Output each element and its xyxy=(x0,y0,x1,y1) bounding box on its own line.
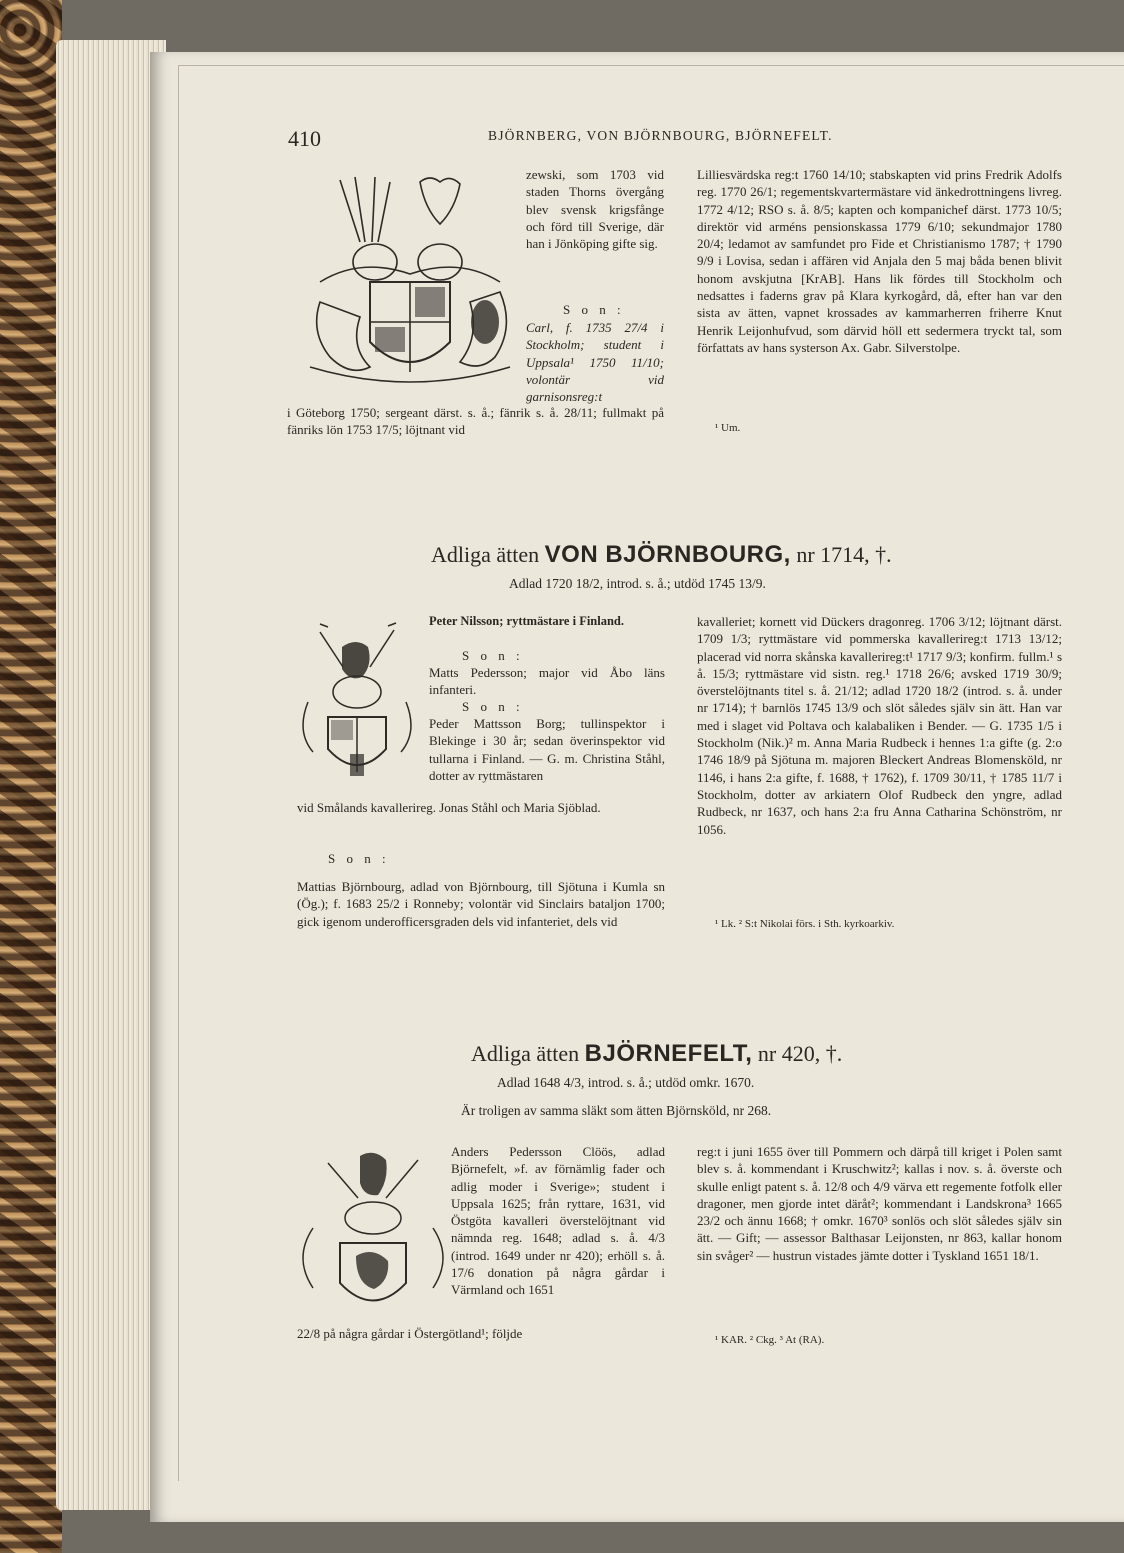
title-suffix: nr 1714, †. xyxy=(790,542,892,567)
running-title: BJÖRNBERG, VON BJÖRNBOURG, BJÖRNEFELT. xyxy=(488,128,833,143)
title-prefix: Adliga ätten xyxy=(471,1041,585,1066)
s3-anders-cont: 22/8 på några gårdar i Östergötland¹; följde xyxy=(297,1326,523,1341)
book-cover-pattern xyxy=(0,0,62,1553)
s2-col2-text: kavalleriet; kornett vid Dückers dragonreg. 1706 3/12; löjtnant därst. 1709 1/3; ryttmästare vid pommerska kavallerireg:t 1713 13/12; placerad vid norra skånska kavallerireg:t¹ 1717 9/3; konfirm. fullm.¹ s å. 15/3; ryttmästare vid sistn. reg.¹ 1718 26/6; avsked 1719 30/9; överstelöjtnants titel s. å. 21/12; adlad 1720 18/2 (introd. s. å. under nr 1714); † barnlös 1745 13/9 och slöt således själv sin ätt. Han var med i slaget vid Poltava och kalabaliken i Bender. — G. 1735 1/5 i Stockholm (Nik.)² m. Anna Maria Rudbeck i hennes 1:a gifte (g. 2:o 1746 18/9 på Sjötuna m. majoren Bleckert Andreas Blomensköld, nr 1146, i hans 2:a gifte, f. 1688, † 1762), f. 1709 30/11, † 1785 11/7 i Stockholm, dotter av arkiatern Olof Rudbeck den yngre, adlad Rudbeck, nr 1637, och hans 2:a fru Anna Catharina Schönström, nr 1056. xyxy=(697,614,1062,837)
s1-col1-text-b: Carl, f. 1735 27/4 i Stockholm; student i Uppsala¹ 1750 11/10; volontär vid garnisonsreg:t xyxy=(526,320,664,405)
section-subtitle: Adlad 1720 18/2, introd. s. å.; utdöd 1745 13/9. xyxy=(509,576,766,591)
title-suffix: nr 420, †. xyxy=(752,1041,843,1066)
title-name: BJÖRNEFELT, xyxy=(584,1040,753,1067)
s2-peder-cont: vid Smålands kavallerireg. Jonas Ståhl och Maria Sjöblad. xyxy=(297,800,601,815)
section-subtitle: Adlad 1648 4/3, introd. s. å.; utdöd omkr. 1670. xyxy=(497,1075,755,1090)
s3-footnote: ¹ KAR. ² Ckg. ³ At (RA). xyxy=(715,1334,825,1346)
s2-peder: Peder Mattsson Borg; tullinspektor i Blekinge i 30 år; sedan överinspektor vid tullarna i Finland. — G. m. Christina Ståhl, dotter av ryttmästaren xyxy=(429,716,665,783)
s1-col1-text-c: i Göteborg 1750; sergeant därst. s. å.; fänrik s. å. 28/11; fullmakt på fänriks lön 1753 17/5; löjtnant vid xyxy=(287,405,664,438)
section-title-bjornefelt xyxy=(471,1040,842,1068)
section-subtitle-2: Är troligen av samma släkt som ätten Björnsköld, nr 268. xyxy=(461,1103,772,1118)
s3-anders: Anders Pedersson Clöös, adlad Björnefelt, »f. av förnämlig fader och adlig moder i Sverige»; student i Uppsala 1625; från ryttare, 1631, vid Östgöta kavalleri överstelöjtnant vid nämnda reg. 1648; adlad s. å. 4/3 (introd. 1649 under nr 420); erhöll s. å. 17/6 donation på några gårdar i Värmland och 1651 xyxy=(451,1144,665,1298)
page-number: 410 xyxy=(288,126,321,151)
s2-son-label-3: S o n : xyxy=(328,851,390,866)
title-name: VON BJÖRNBOURG, xyxy=(544,541,791,568)
s2-peter: Peter Nilsson; ryttmästare i Finland. xyxy=(429,614,625,628)
s2-mattias: Mattias Björnbourg, adlad von Björnbourg, till Sjötuna i Kumla sn (Ög.); f. 1683 25/2 i Ronneby; volontär vid Sinclairs bataljon 1700; gick igenom underofficersgraden dels vid infanteriet, dels vid xyxy=(297,879,665,929)
s1-col1-text-a: zewski, som 1703 vid staden Thorns övergång blev svensk krigsfånge och förd till Sverige, där han i Jönköping gifte sig. xyxy=(526,167,664,252)
s2-footnote: ¹ Lk. ² S:t Nikolai förs. i Sth. kyrkoarkiv. xyxy=(715,918,895,930)
section-title-von-bjornbourg xyxy=(431,541,892,569)
s1-son-label: S o n : xyxy=(563,302,625,317)
coat-of-arms-icon xyxy=(300,172,522,390)
s2-son-label-1: S o n : xyxy=(462,648,524,663)
s2-matts: Matts Pedersson; major vid Åbo läns infanteri. xyxy=(429,665,665,698)
coat-of-arms-icon xyxy=(298,622,416,784)
s1-footnote: ¹ Um. xyxy=(715,422,741,434)
coat-of-arms-icon xyxy=(298,1148,448,1320)
title-prefix: Adliga ätten xyxy=(431,542,545,567)
s2-son-label-2: S o n : xyxy=(462,699,524,714)
s1-col2-text: Lilliesvärdska reg:t 1760 14/10; stabskapten vid prins Fredrik Adolfs reg. 1770 26/1; regementskvartermästare vid änkedrottningens livreg. 1772 4/12; RSO s. å. 8/5; kapten och kompanichef därst. 1773 10/5; direktör vid arméns pensionskassa 1779 6/10; sekundmajor 1780 20/4; ledamot av samfundet pro Fide et Christianismo 1787; † 1790 9/9 i Lovisa, sedan i affären vid Anjala den 5 maj båda benen blivit honom avskjutna [KrAB]. Hans lik fördes till Stockholm och nedsattes i faderns grav på Klara kyrkogård, då, efter han var den sista av ätten, vapnet krossades av kammarherren friherre Knut Henrik Leijonhufvud, som därvid höll ett sedermera tryckt tal, som författats av hans systerson Ax. Gabr. Silverstolpe. xyxy=(697,167,1062,355)
s3-col2-text: reg:t i juni 1655 över till Pommern och därpå till kriget i Polen samt blev s. å. kommendant i Kruschwitz²; kallas i nov. s. å. överste och skulle enligt patent s. å. 12/8 och 4/9 värva ett regemente fotfolk eller dragoner, men gjorde intet däråt²; kommendant i Landskrona³ 1665 23/2 och ännu 1668; † omkr. 1670³ sonlös och slöt således själv sin ätt. — Gift; — assessor Balthasar Leijonsten, nr 863, kallar honom sin svåger² — hustrun vistades jämte dotter i Tyskland 1651 18/1. xyxy=(697,1144,1062,1263)
